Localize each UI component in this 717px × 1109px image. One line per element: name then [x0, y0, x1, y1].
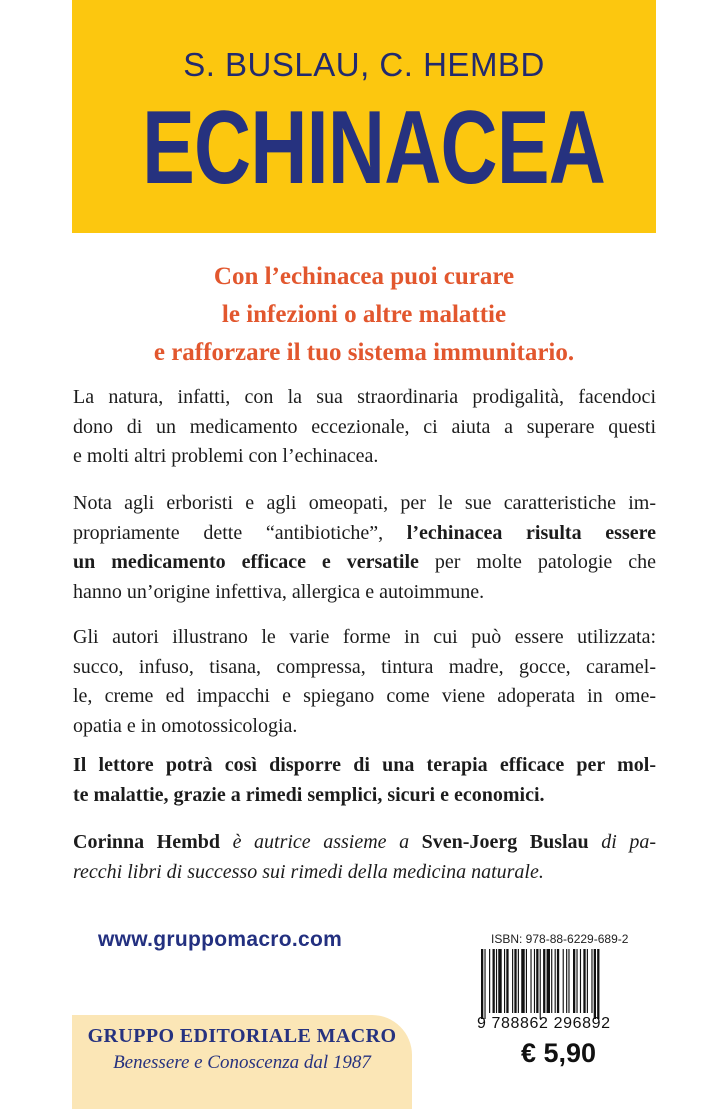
isbn-label: ISBN: 978-88-6229-689-2	[491, 932, 629, 946]
author-name: Corinna Hembd	[73, 831, 221, 853]
tagline-line: e rafforzare il tuo sistema immunitario.	[153, 339, 575, 366]
bold-segment: l’echinacea risulta essere	[406, 521, 657, 544]
barcode-bar	[481, 949, 483, 1019]
barcode-bar	[580, 949, 581, 1013]
author-name: Sven-Joerg Buslau	[421, 831, 589, 853]
paragraph-properties	[73, 489, 656, 607]
text-segment: recchi libri di successo sui rimedi della medicina naturale.	[73, 860, 544, 883]
barcode-bar	[557, 949, 559, 1013]
barcode-bar	[498, 949, 501, 1013]
text-segment: di pa-	[588, 831, 657, 853]
barcode-bar	[484, 949, 485, 1019]
text-line: e molti altri problemi con l’echinacea.	[73, 445, 379, 467]
barcode-bar	[496, 949, 497, 1013]
barcode-bar	[543, 949, 545, 1013]
book-title: ECHINACEA	[142, 90, 606, 206]
paragraph-authors	[73, 828, 656, 887]
barcode-bar	[555, 949, 556, 1013]
barcode-bar	[597, 949, 599, 1019]
barcode-bar	[551, 949, 552, 1013]
text-line: le, creme ed impacchi e spiegano come viene adoperata in ome-	[73, 685, 656, 707]
text-line	[73, 828, 656, 858]
text-segment: propriamente dette “antibiotiche”,	[73, 521, 407, 544]
text-line	[73, 519, 656, 549]
text-line: La natura, infatti, con la sua straordinaria prodigalità, facendoci	[73, 386, 656, 408]
text-line: hanno un’origine infettiva, allergica e autoimmune.	[73, 580, 485, 603]
barcode-bar	[587, 949, 588, 1013]
barcode-bar	[576, 949, 577, 1013]
text-line: succo, infuso, tisana, compressa, tintura madre, gocce, caramel-	[73, 655, 656, 678]
price: € 5,90	[521, 1038, 597, 1068]
barcode-digits: 9 788862 296892	[477, 1015, 611, 1032]
barcode-bar	[591, 949, 592, 1013]
text-line: dono di un medicamento eccezionale, ci aiuta a superare questi	[73, 415, 656, 438]
text-line: Il lettore potrà così disporre di una terapia efficace per mol-	[73, 754, 656, 776]
barcode-bar	[568, 949, 569, 1013]
publisher-name: GRUPPO EDITORIALE MACRO	[87, 1025, 397, 1047]
text-line	[73, 858, 656, 888]
text-line: opatia e in omotossicologia.	[73, 714, 298, 737]
barcode-bar	[514, 949, 516, 1013]
text-segment: è autrice assieme a	[220, 831, 422, 853]
text-line: te malattie, grazie a rimedi semplici, sicuri e economici.	[73, 783, 545, 806]
barcode-bar	[493, 949, 495, 1013]
barcode	[479, 949, 656, 1019]
barcode-bar	[566, 949, 567, 1013]
barcode-bar	[583, 949, 585, 1013]
text-segment: per molte patologie che	[418, 551, 656, 573]
title-banner	[72, 0, 656, 233]
barcode-bar	[526, 949, 527, 1013]
bold-segment: un medicamento efficace e versatile	[73, 551, 419, 573]
barcode-bar	[594, 949, 596, 1019]
paragraph-reader	[73, 751, 656, 810]
barcode-bar	[512, 949, 513, 1013]
barcode-bar	[506, 949, 508, 1013]
barcode-bar	[547, 949, 550, 1013]
publisher-box	[72, 1015, 412, 1109]
paragraph-forms	[73, 623, 656, 741]
tagline-line: le infezioni o altre malattie	[221, 301, 507, 328]
text-line	[73, 548, 656, 578]
website-url: www.gruppomacro.com	[98, 928, 343, 951]
barcode-bar	[573, 949, 575, 1013]
tagline-line: Con l’echinacea puoi curare	[213, 263, 515, 290]
text-line: Nota agli erboristi e agli omeopati, per le sue caratteristiche im-	[73, 492, 656, 514]
barcode-bar	[521, 949, 524, 1013]
authors: S. BUSLAU, C. HEMBD	[183, 46, 545, 83]
barcode-bar	[530, 949, 531, 1013]
barcode-bar	[534, 949, 535, 1013]
barcode-bar	[518, 949, 519, 1013]
barcode-bar	[504, 949, 505, 1013]
barcode-bar	[540, 949, 541, 1019]
barcode-bar	[489, 949, 490, 1013]
text-line: Gli autori illustrano le varie forme in cui può essere utilizzata:	[73, 626, 656, 648]
barcode-bar	[536, 949, 538, 1013]
barcode-icon	[479, 949, 656, 1019]
barcode-bar	[563, 949, 564, 1013]
publisher-slogan: Benessere e Conoscenza dal 1987	[113, 1052, 371, 1073]
tagline	[72, 258, 656, 372]
paragraph-intro	[73, 383, 656, 472]
